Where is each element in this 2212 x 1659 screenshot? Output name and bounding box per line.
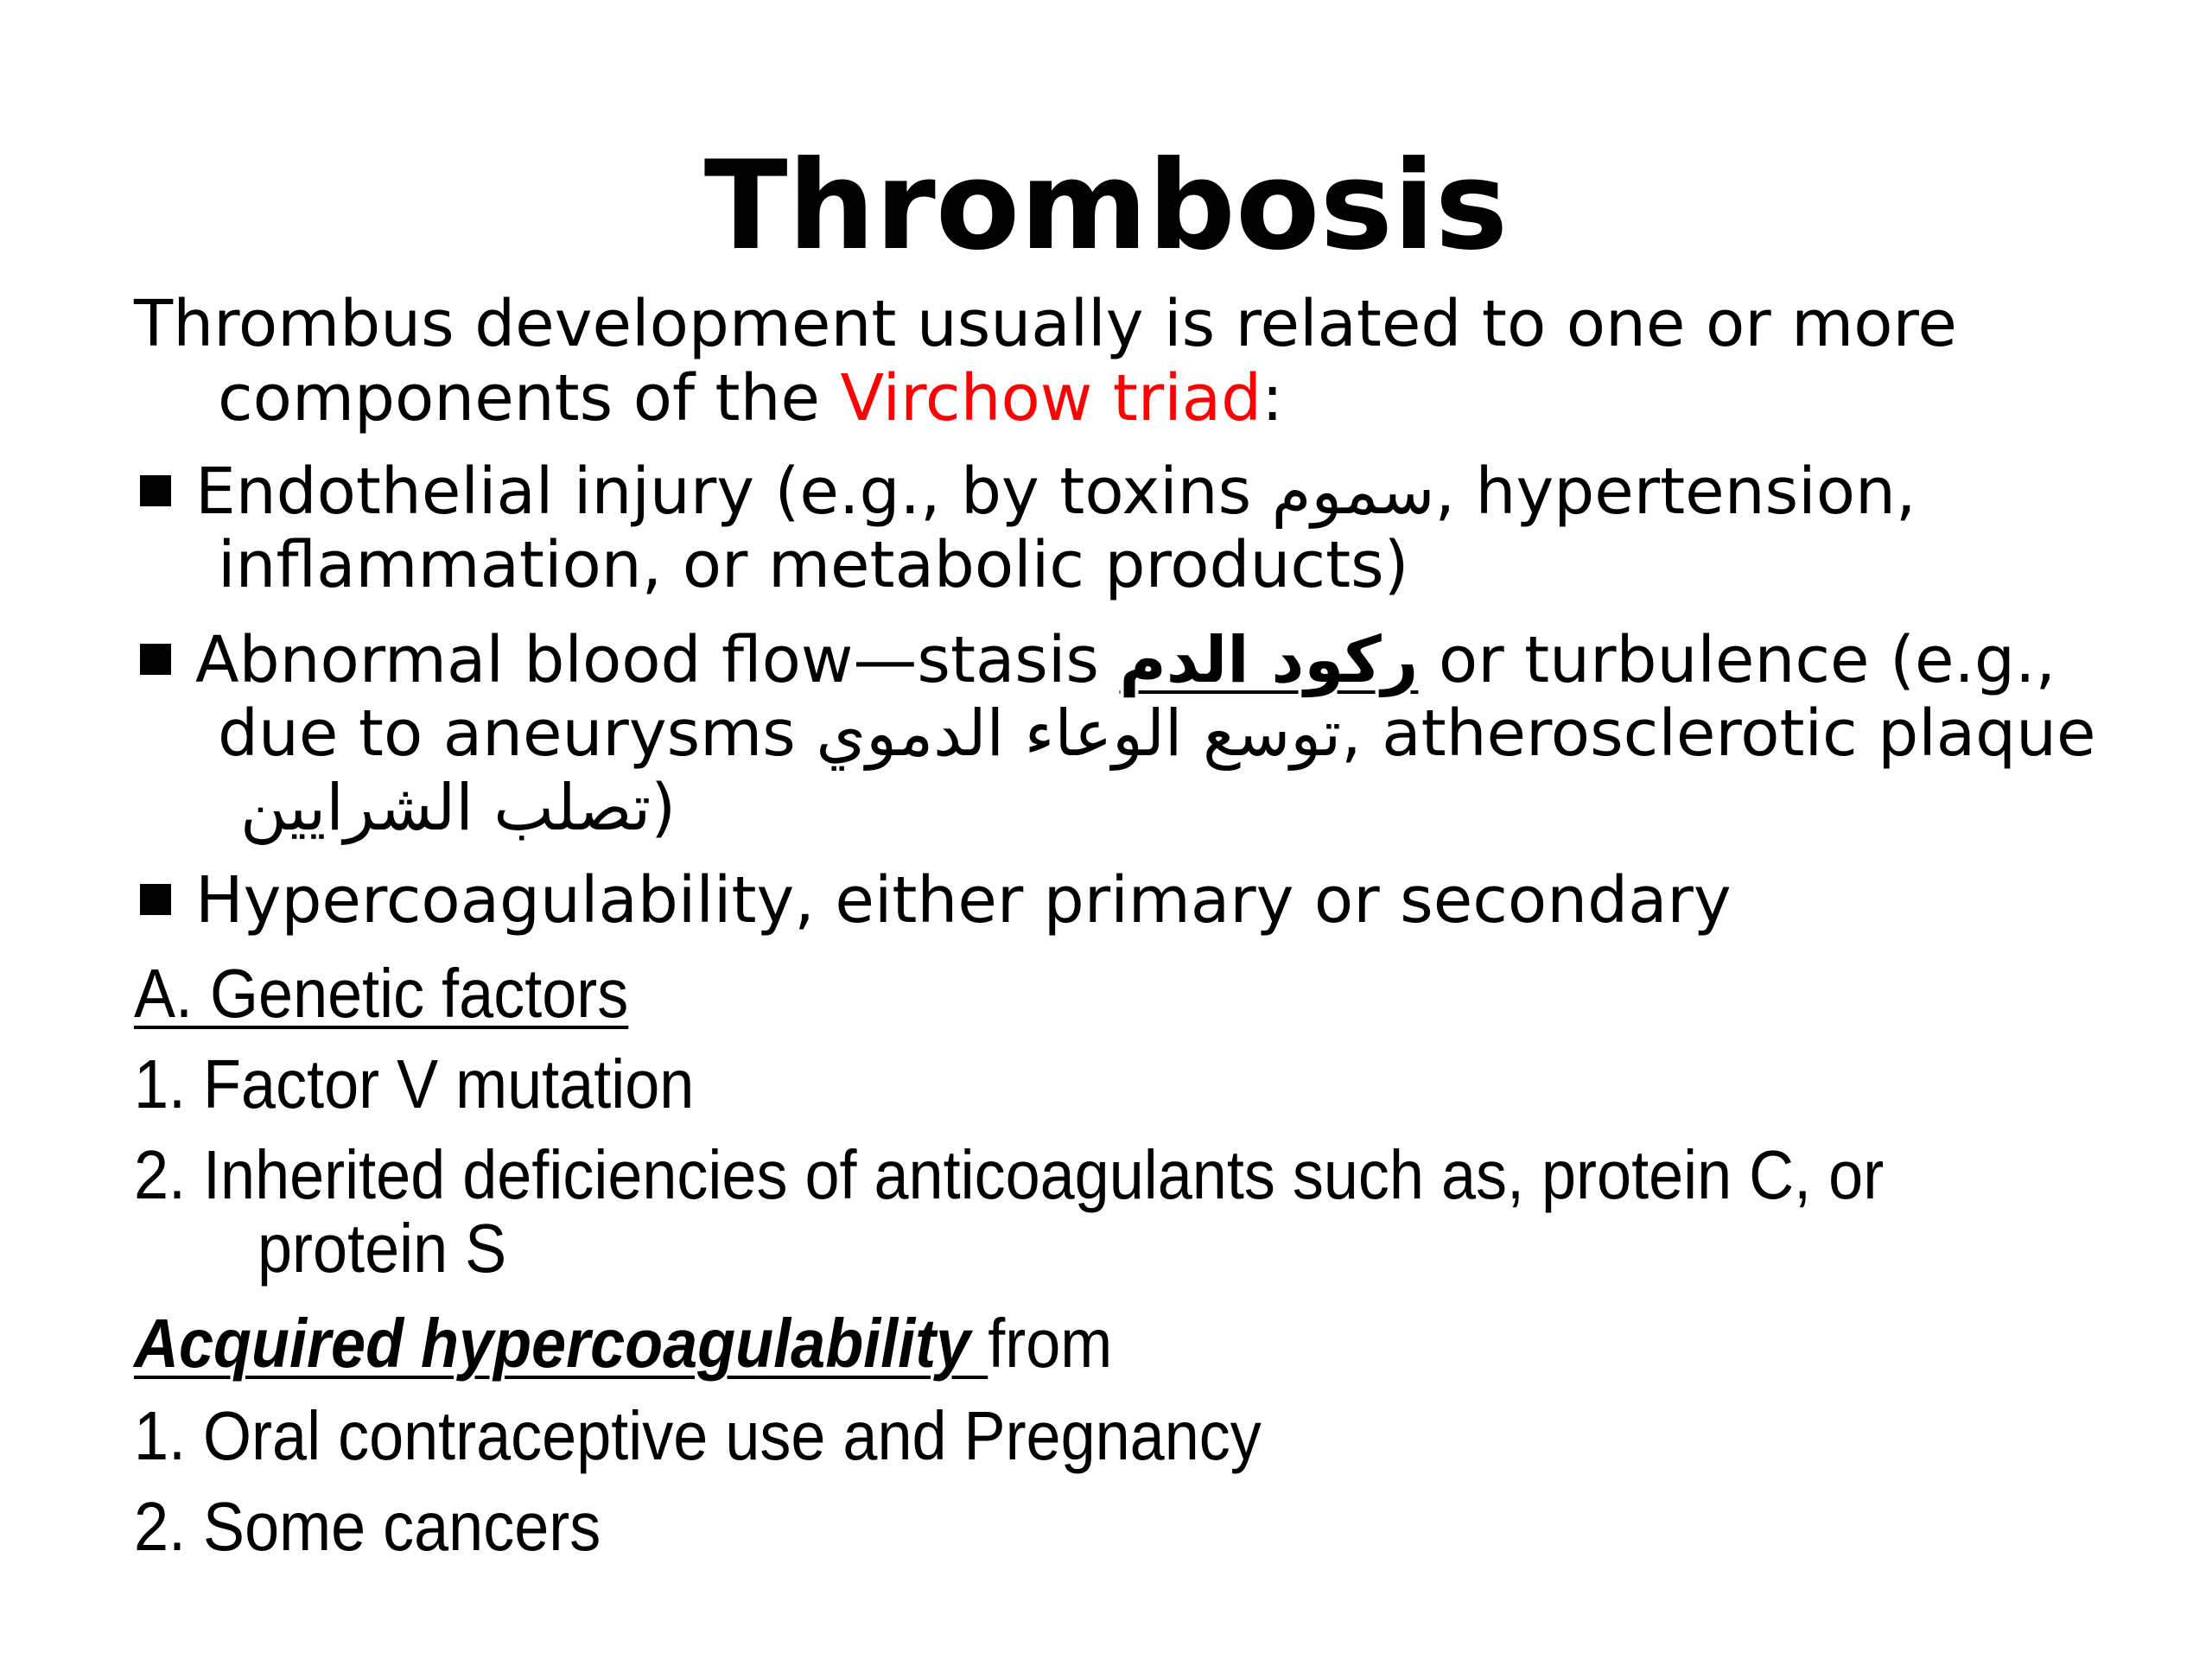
genetic-item-1: 1. Factor V mutation (134, 1046, 695, 1122)
arabic-term: سموم (1271, 454, 1435, 529)
arabic-term: ركود الدم (1119, 623, 1419, 697)
arabic-term: تصلب الشرايين (240, 771, 652, 845)
bullet-text: ) (651, 771, 677, 845)
intro-text: Thrombus development usually is related to one or more (134, 287, 1957, 361)
slide-title: Thrombosis (703, 135, 1509, 277)
genetic-item-2-continued: protein S (257, 1210, 507, 1287)
virchow-triad-term: Virchow triad (840, 361, 1262, 435)
bullet-square-icon (140, 644, 171, 675)
bullet-endothelial-line-1 (140, 454, 1916, 529)
bullet-hypercoagulability (140, 863, 1732, 938)
bullet-endothelial-line-2 (218, 528, 1409, 602)
bullet-text: , hypertension, (1434, 454, 1916, 529)
bullet-square-icon (140, 884, 171, 915)
genetic-factors-heading: A. Genetic factors (134, 955, 629, 1032)
bullet-blood-flow-line-2 (218, 696, 2096, 771)
genetic-item-2: 2. Inherited deficiencies of anticoagulants such as, protein C, or (134, 1136, 1885, 1213)
bullet-text: Hypercoagulability, either primary or secondary (195, 863, 1732, 938)
acquired-heading-rest: from (988, 1305, 1113, 1382)
bullet-text: Abnormal blood flow—stasis (195, 623, 1120, 697)
arabic-term: توسع الوعاء الدموي (816, 696, 1342, 771)
intro-text-colon: : (1262, 361, 1284, 435)
bullet-text: or turbulence (e.g., (1418, 623, 2056, 697)
intro-text-pre: components of the (218, 361, 841, 435)
intro-line-1 (134, 287, 1957, 361)
bullet-square-icon (140, 475, 171, 506)
acquired-item-2: 2. Some cancers (134, 1488, 601, 1565)
bullet-blood-flow-line-3 (240, 771, 677, 845)
intro-line-2 (218, 361, 1284, 435)
acquired-heading (134, 1305, 1113, 1382)
bullet-text: inflammation, or metabolic products) (218, 528, 1409, 602)
acquired-item-1: 1. Oral contraceptive use and Pregnancy (134, 1397, 1262, 1474)
bullet-text: Endothelial injury (e.g., by toxins (195, 454, 1272, 529)
bullet-text: , atherosclerotic plaque (1341, 696, 2096, 771)
bullet-blood-flow-line-1 (140, 623, 2056, 697)
acquired-heading-bold: Acquired hypercoagulability (134, 1305, 988, 1382)
bullet-text: due to aneurysms (218, 696, 817, 771)
